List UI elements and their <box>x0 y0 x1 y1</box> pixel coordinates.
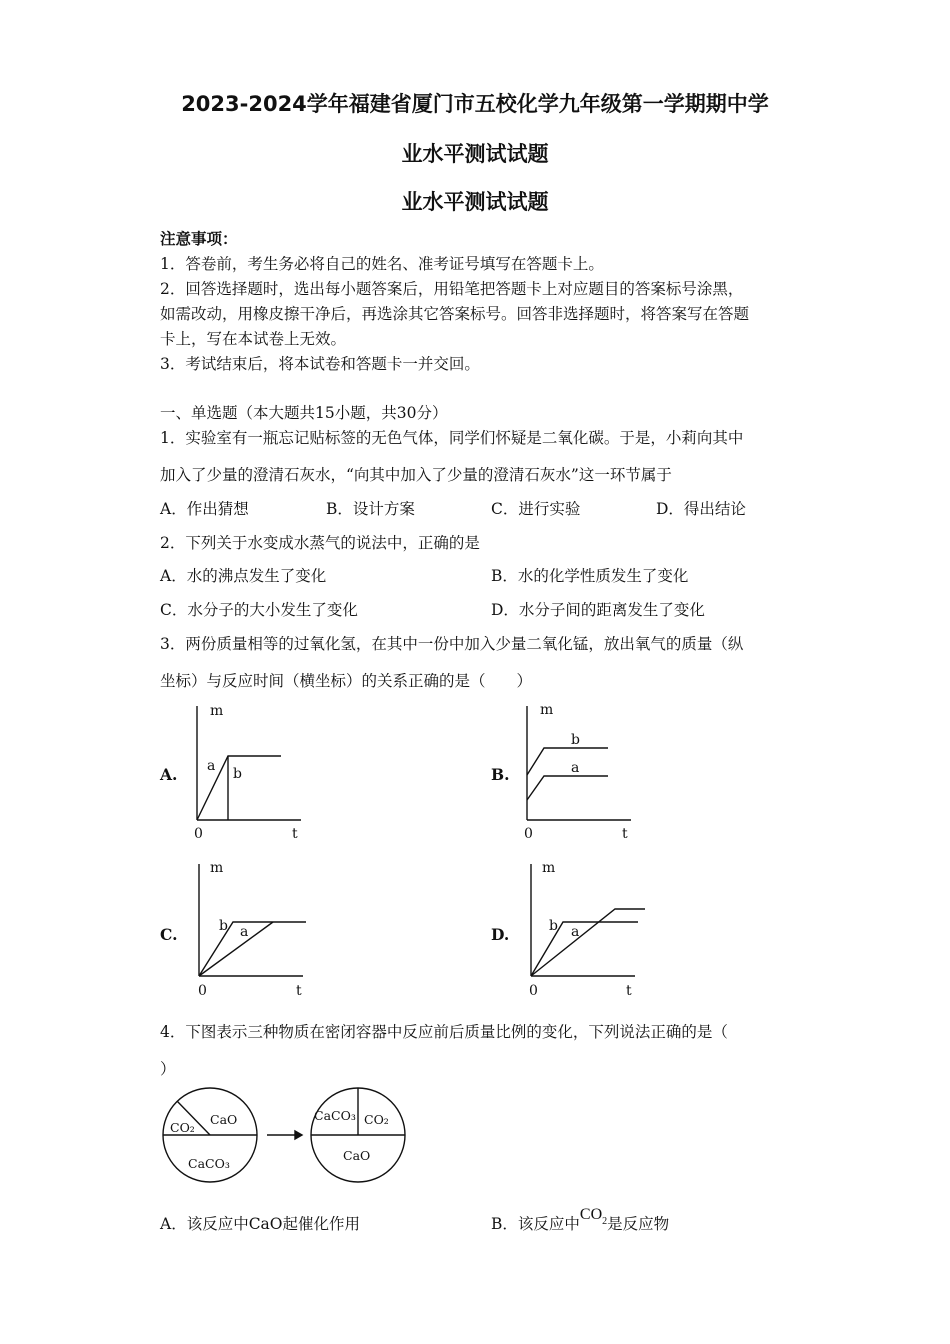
q4-option-b-prefix: B．该反应中 <box>491 1215 580 1233</box>
q3-option-a-label[interactable]: A. <box>160 765 178 784</box>
after-cao-label: CaO <box>343 1148 371 1163</box>
q1-stem-line2: 加入了少量的澄清石灰水，“向其中加入了少量的澄清石灰水”这一环节属于 <box>160 466 672 484</box>
line-a <box>527 776 608 800</box>
curve-b-label: b <box>233 766 242 782</box>
arrow-head-icon <box>295 1131 302 1139</box>
curve-a-label: a <box>571 760 580 776</box>
q3-option-d-label[interactable]: D. <box>491 925 510 944</box>
q3-stem-line2: 坐标）与反应时间（横坐标）的关系正确的是（ ） <box>160 672 533 690</box>
notice-item: 3．考试结束后，将本试卷和答题卡一并交回。 <box>160 355 480 373</box>
q3-graph-d[interactable] <box>520 858 650 1003</box>
y-axis-label: m <box>210 860 224 876</box>
curve-a-label: a <box>240 924 249 940</box>
section-heading: 一、单选题（本大题共15小题，共30分） <box>160 404 448 422</box>
y-axis-label: m <box>542 860 556 876</box>
origin-label: 0 <box>198 983 207 999</box>
q4-stem-line1: 4．下图表示三种物质在密闭容器中反应前后质量比例的变化，下列说法正确的是（ <box>160 1023 728 1041</box>
co2-formula-sub: 2 <box>602 1216 608 1227</box>
curve-b-label: b <box>549 918 558 934</box>
line-a <box>199 922 273 976</box>
notice-item: 1．答卷前，考生务必将自己的姓名、准考证号填写在答题卡上。 <box>160 255 604 273</box>
q2-stem: 2．下列关于水变成水蒸气的说法中，正确的是 <box>160 534 480 552</box>
curve-a-label: a <box>207 758 216 774</box>
before-cao-label: CaO <box>210 1112 238 1127</box>
x-axis-label: t <box>296 983 302 999</box>
y-axis-label: m <box>210 703 224 719</box>
page-title-line3: 业水平测试试题 <box>401 190 549 214</box>
q2-option-c[interactable]: C．水分子的大小发生了变化 <box>160 601 358 619</box>
q4-option-b[interactable] <box>491 1206 670 1234</box>
q1-option-c[interactable]: C．进行实验 <box>491 500 581 518</box>
page-title: 2023-2024学年福建省厦门市五校化学九年级第一学期期中学 <box>181 92 769 116</box>
q3-graph-b[interactable] <box>516 700 646 845</box>
y-axis-label: m <box>540 702 554 718</box>
origin-label: 0 <box>524 826 533 842</box>
line-b <box>531 922 638 976</box>
origin-label: 0 <box>194 826 203 842</box>
x-axis-label: t <box>292 826 298 842</box>
q3-graph-c[interactable] <box>188 858 318 1003</box>
notice-item: 如需改动，用橡皮擦干净后，再选涂其它答案标号。回答非选择题时，将答案写在答题 <box>160 305 750 323</box>
q4-pie-diagram <box>155 1082 425 1192</box>
after-caco3-label: CaCO₃ <box>314 1108 356 1123</box>
q4-option-b-suffix: 是反应物 <box>607 1215 670 1233</box>
co2-formula <box>579 1206 608 1227</box>
co2-formula-main: CO <box>579 1206 603 1223</box>
x-axis-label: t <box>622 826 628 842</box>
q3-option-c-label[interactable]: C. <box>160 925 178 944</box>
q1-option-a[interactable]: A．作出猜想 <box>160 500 249 518</box>
notice-item: 卡上，写在本试卷上无效。 <box>160 330 347 348</box>
q4-option-a[interactable]: A．该反应中CaO起催化作用 <box>160 1215 361 1233</box>
q1-stem-line1: 1．实验室有一瓶忘记贴标签的无色气体，同学们怀疑是二氧化碳。于是，小莉向其中 <box>160 429 744 447</box>
notice-item: 2．回答选择题时，选出每小题答案后，用铅笔把答题卡上对应题目的答案标号涂黑， <box>160 280 744 298</box>
before-co2-label: CO₂ <box>170 1120 195 1135</box>
q3-option-b-label[interactable]: B. <box>491 765 510 784</box>
curve-b-label: b <box>571 732 580 748</box>
q2-option-b[interactable]: B．水的化学性质发生了变化 <box>491 567 689 585</box>
q1-option-b[interactable]: B．设计方案 <box>326 500 415 518</box>
line-b <box>527 748 608 775</box>
line-b <box>199 922 306 976</box>
q3-stem-line1: 3．两份质量相等的过氧化氢，在其中一份中加入少量二氧化锰，放出氧气的质量（纵 <box>160 635 744 653</box>
curve-a-label: a <box>571 924 580 940</box>
q2-option-d[interactable]: D．水分子间的距离发生了变化 <box>491 601 705 619</box>
q4-stem-line2: ） <box>160 1060 176 1078</box>
after-co2-label: CO₂ <box>364 1112 389 1127</box>
before-caco3-label: CaCO₃ <box>188 1156 230 1171</box>
page-title-line2: 业水平测试试题 <box>401 142 549 166</box>
x-axis-label: t <box>626 983 632 999</box>
origin-label: 0 <box>529 983 538 999</box>
q1-option-d[interactable]: D．得出结论 <box>656 500 746 518</box>
q3-graph-a[interactable] <box>186 700 316 845</box>
notice-heading: 注意事项： <box>160 229 238 248</box>
q2-option-a[interactable]: A．水的沸点发生了变化 <box>160 567 327 585</box>
curve-b-label: b <box>219 918 228 934</box>
